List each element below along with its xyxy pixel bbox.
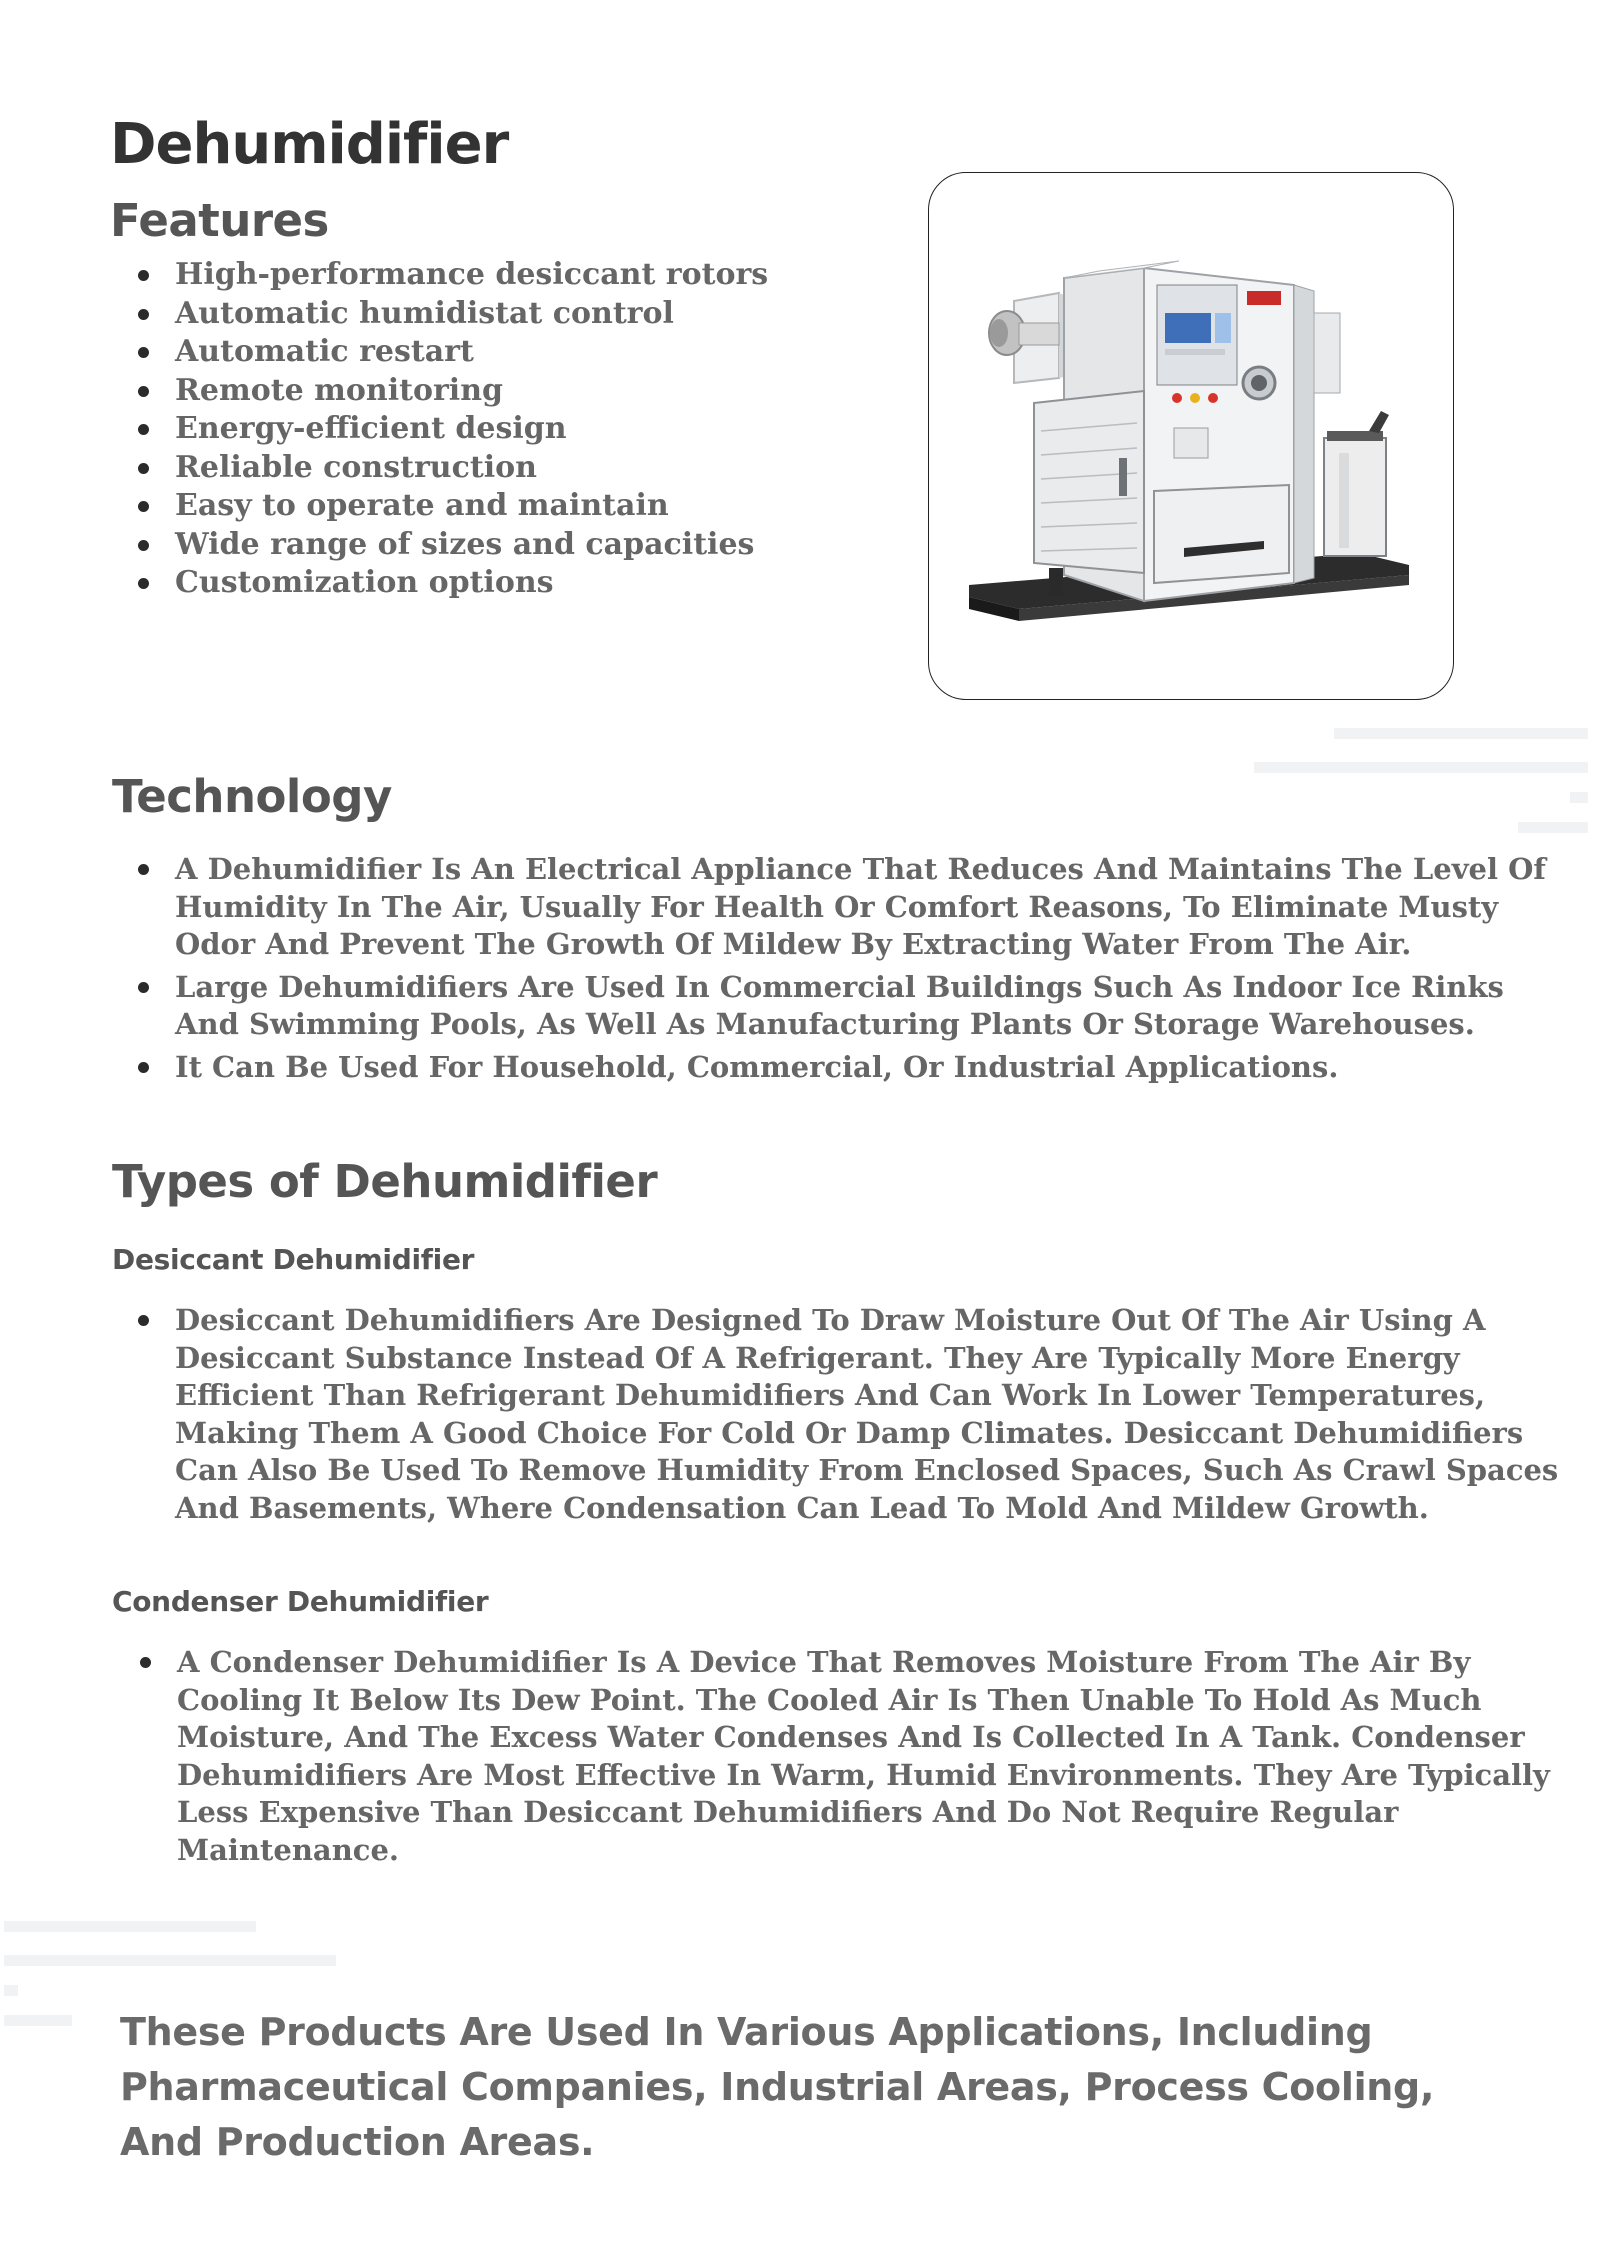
list-item: Wide range of sizes and capacities [110, 526, 910, 565]
list-item: A Dehumidifier Is An Electrical Appliance That Reduces And Maintains The Level Of Humidity In The Air, Usually For Health Or Comfort Reasons, To Eliminate Musty Odor And Prevent The Growth Of Mildew By Extracting Water From The Air. [110, 851, 1550, 964]
list-item: High-performance desiccant rotors [110, 256, 910, 295]
decor-bar [4, 1921, 256, 1932]
list-item: Large Dehumidifiers Are Used In Commercial Buildings Such As Indoor Ice Rinks And Swimming Pools, As Well As Manufacturing Plants Or Storage Warehouses. [110, 969, 1550, 1044]
list-item: Remote monitoring [110, 372, 910, 411]
product-image-card [928, 172, 1454, 700]
decor-bar [1254, 762, 1588, 773]
list-item: Reliable construction [110, 449, 910, 488]
features-list [110, 256, 910, 603]
decor-bar [1518, 822, 1588, 833]
applications-summary: These Products Are Used In Various Applications, Including Pharmaceutical Companies, Industrial Areas, Process Cooling, And Production Areas. [120, 2010, 1435, 2164]
condenser-list [112, 1644, 1572, 1869]
desiccant-list [110, 1302, 1570, 1527]
list-item: Customization options [110, 564, 910, 603]
list-item: It Can Be Used For Household, Commercial, Or Industrial Applications. [110, 1049, 1550, 1087]
list-item: Automatic humidistat control [110, 295, 910, 334]
dehumidifier-product-image [929, 173, 1454, 700]
list-item: Energy-efficient design [110, 410, 910, 449]
list-item: A Condenser Dehumidifier Is A Device That Removes Moisture From The Air By Cooling It Below Its Dew Point. The Cooled Air Is Then Unable To Hold As Much Moisture, And The Excess Water Condenses And Is Collected In A Tank. Condenser Dehumidifiers Are Most Effective In Warm, Humid Environments. They Are Typically Less Expensive Than Desiccant Dehumidifiers And Do Not Require Regular Maintenance. [112, 1644, 1572, 1869]
condenser-heading: Condenser Dehumidifier [112, 1585, 489, 1618]
list-item: Automatic restart [110, 333, 910, 372]
list-item: Easy to operate and maintain [110, 487, 910, 526]
decor-bar [1334, 728, 1588, 739]
features-heading: Features [110, 194, 329, 247]
decor-bar [4, 2015, 72, 2026]
technology-list [110, 851, 1550, 1086]
technology-heading: Technology [112, 770, 392, 823]
desiccant-heading: Desiccant Dehumidifier [112, 1243, 475, 1276]
decor-bar [4, 1985, 18, 1996]
list-item: Desiccant Dehumidifiers Are Designed To Draw Moisture Out Of The Air Using A Desiccant Substance Instead Of A Refrigerant. They Are Typically More Energy Efficient Than Refrigerant Dehumidifiers And Can Work In Lower Temperatures, Making Them A Good Choice For Cold Or Damp Climates. Desiccant Dehumidifiers Can Also Be Used To Remove Humidity From Enclosed Spaces, Such As Crawl Spaces And Basements, Where Condensation Can Lead To Mold And Mildew Growth. [110, 1302, 1570, 1527]
types-heading: Types of Dehumidifier [112, 1155, 658, 1208]
decor-bar [1570, 792, 1588, 803]
page-title: Dehumidifier [110, 112, 509, 177]
decor-bar [4, 1955, 336, 1966]
